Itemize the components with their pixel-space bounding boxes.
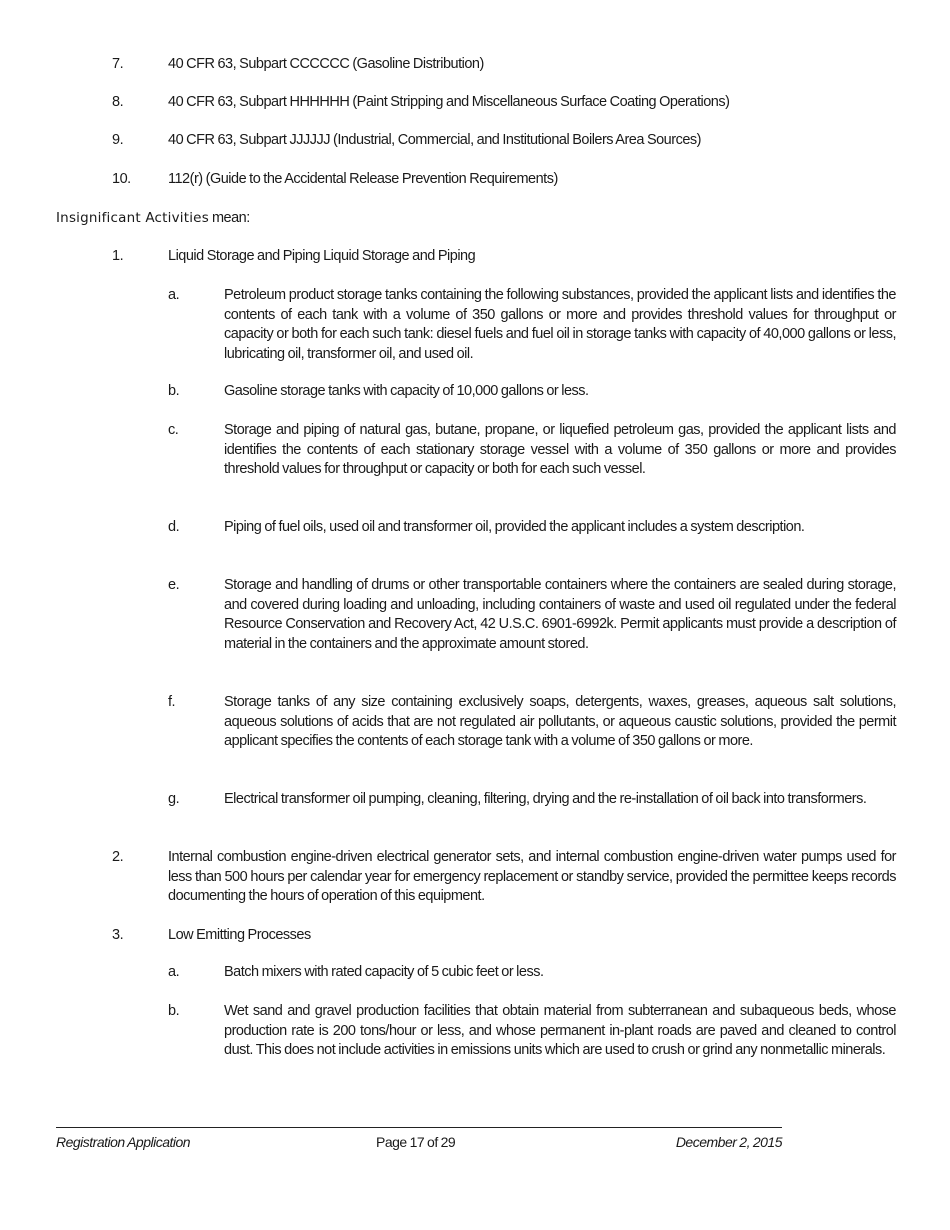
list-text: 40 CFR 63, Subpart JJJJJJ (Industrial, Commercial, and Institutional Boilers Area Sources) (168, 132, 701, 148)
list-text: Low Emitting Processes (168, 927, 311, 943)
footer-document-title: Registration Application (56, 1134, 191, 1150)
definition-lead: mean: (208, 210, 250, 226)
sub-item-text: Gasoline storage tanks with capacity of 10,000 gallons or less. (224, 383, 589, 399)
list-number: 3. (112, 927, 124, 943)
sub-item-text: Electrical transformer oil pumping, cleaning, filtering, drying and the re-installation of oil back into transformers. (224, 791, 867, 807)
sub-item-letter: a. (168, 964, 180, 980)
list-number: 2. (112, 849, 124, 865)
definition-heading (56, 209, 896, 229)
sub-item-text: Piping of fuel oils, used oil and transformer oil, provided the applicant includes a system description. (224, 519, 805, 535)
sub-item-text: Batch mixers with rated capacity of 5 cubic feet or less. (224, 964, 544, 980)
sub-item-letter: b. (168, 1003, 180, 1019)
sub-item-letter: c. (168, 422, 179, 438)
list-number: 9. (112, 132, 124, 148)
footer-date: December 2, 2015 (675, 1134, 782, 1150)
list-number: 10. (112, 171, 131, 187)
list-text: Internal combustion engine-driven electrical generator sets, and internal combustion engine-driven water pumps used for less than 500 hours per calendar year for emergency replacement or standby service, provided the permittee keeps records documenting the hours of operation of this equipment. (168, 849, 896, 905)
list-text: 112(r) (Guide to the Accidental Release Prevention Requirements) (168, 171, 558, 187)
sub-item-letter: e. (168, 577, 180, 593)
list-text: 40 CFR 63, Subpart CCCCCC (Gasoline Distribution) (168, 56, 484, 72)
sub-item-letter: f. (168, 694, 176, 710)
sub-item-text: Storage and handling of drums or other transportable containers where the containers are sealed during storage, and covered during loading and unloading, including containers of waste and used oil regulated under the federal Resource Conservation and Recovery Act, 42 U.S.C. 6901-6992k. Permit applicants must provide a description of material in the containers and the approximate amount stored. (224, 577, 896, 652)
sub-item-letter: a. (168, 287, 180, 303)
list-number: 7. (112, 56, 124, 72)
footer-page-number: Page 17 of 29 (376, 1134, 456, 1150)
list-number: 8. (112, 94, 124, 110)
sub-item-letter: g. (168, 791, 180, 807)
defined-term: Insignificant Activities (56, 210, 209, 226)
sub-item-letter: d. (168, 519, 180, 535)
footer-divider (56, 1127, 782, 1128)
list-number: 1. (112, 248, 124, 264)
list-text: 40 CFR 63, Subpart HHHHHH (Paint Stripping and Miscellaneous Surface Coating Operations) (168, 94, 730, 110)
sub-item-text: Petroleum product storage tanks containing the following substances, provided the applicant lists and identifies the contents of each tank with a volume of 350 gallons or more and provides threshold values for throughput or capacity or both for each such tank: diesel fuels and fuel oil in storage tanks with capacity of 40,000 gallons or less, lubricating oil, transformer oil, and used oil. (224, 287, 896, 362)
sub-item-letter: b. (168, 383, 180, 399)
sub-item-text: Wet sand and gravel production facilities that obtain material from subterranean and subaqueous beds, whose production rate is 200 tons/hour or less, and whose permanent in-plant roads are paved and cleaned to control dust. This does not include activities in emissions units which are used to crush or grind any nonmetallic minerals. (224, 1003, 896, 1059)
sub-item-text: Storage and piping of natural gas, butane, propane, or liquefied petroleum gas, provided the applicant lists and identifies the contents of each stationary storage vessel with a volume of 350 gallons or more and provides threshold values for throughput or capacity or both for each such vessel. (224, 422, 896, 478)
list-text: Liquid Storage and Piping Liquid Storage and Piping (168, 248, 476, 264)
sub-item-text: Storage tanks of any size containing exclusively soaps, detergents, waxes, greases, aqueous salt solutions, aqueous solutions of acids that are not regulated air pollutants, or aqueous caustic solutions, provided the permit applicant specifies the contents of each storage tank with a volume of 350 gallons or more. (224, 694, 896, 750)
